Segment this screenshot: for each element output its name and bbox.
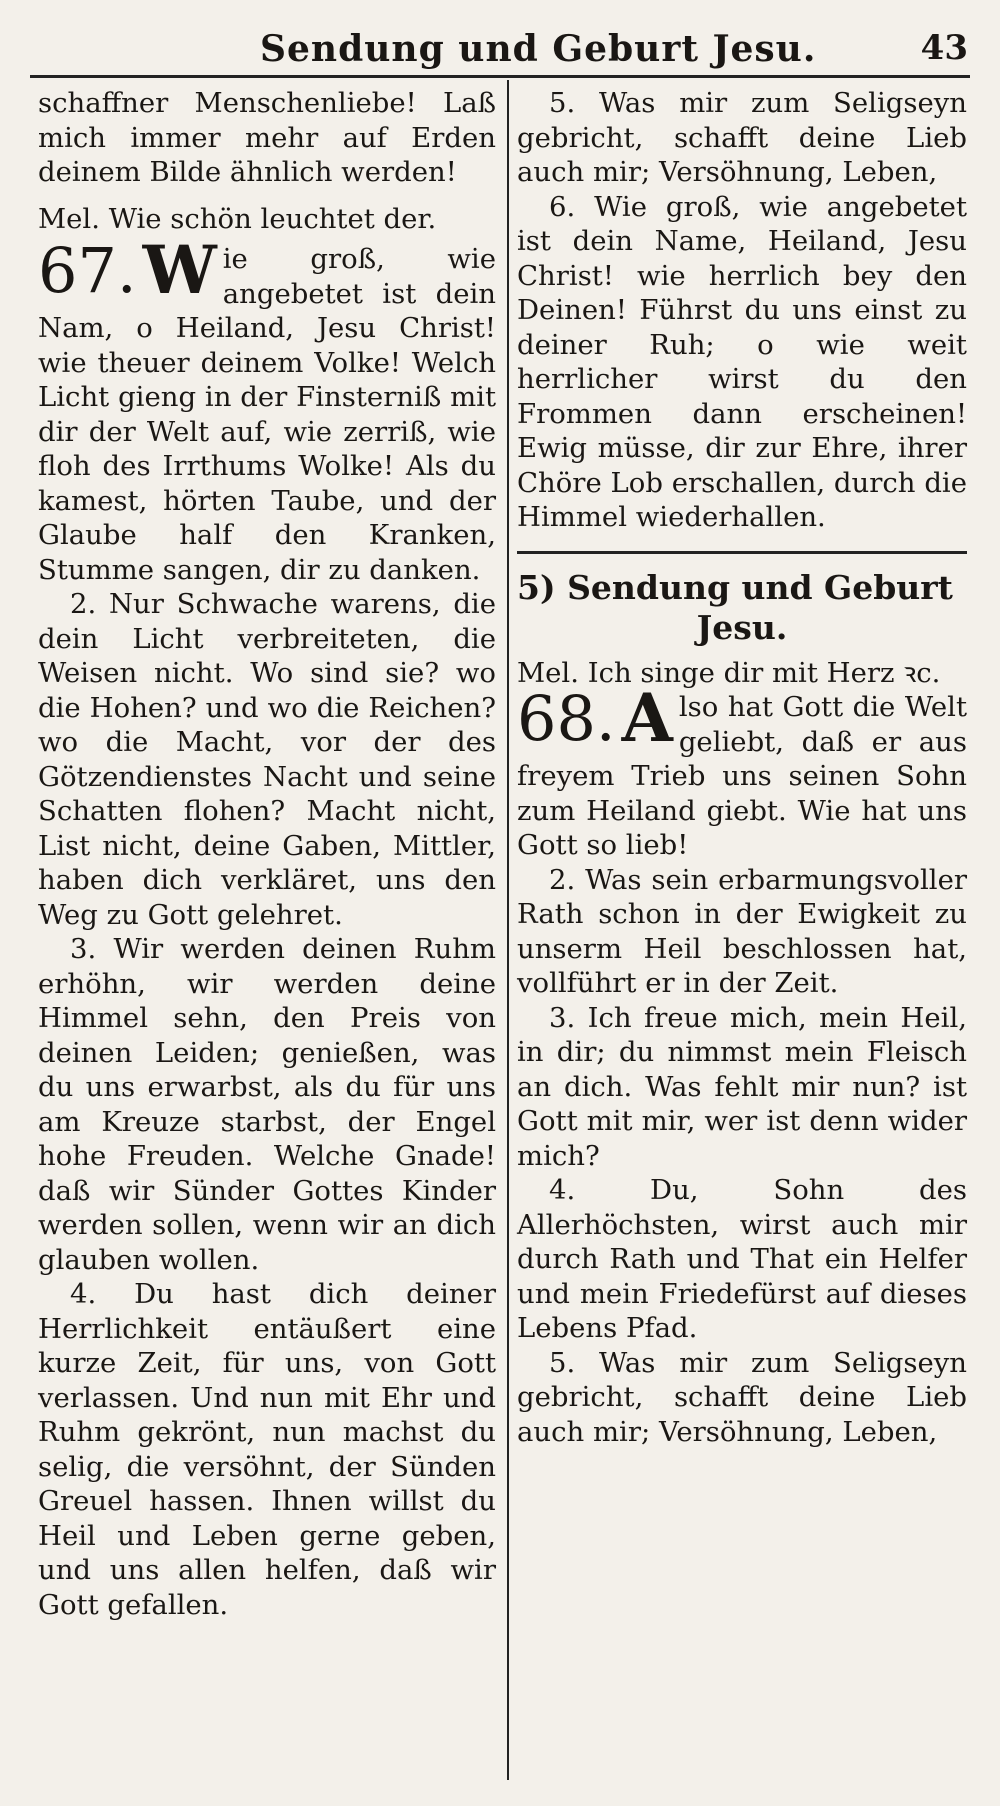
hymn-67-verse-2: 2. Nur Schwache warens, die dein Licht verbreiteten, die Weisen nicht. Wo sind sie? wo die Hohen? und wo die Reichen? wo die Macht, vor der des Götzendienstes Nacht und seine Schatten flohen? Macht nicht, List nicht, deine Gaben, Mittler, haben dich verkläret, uns den Weg zu Gott gelehret. <box>38 588 496 931</box>
dropcap-68: A <box>621 679 673 757</box>
running-title: Sendung und Geburt Jesu. <box>260 28 817 70</box>
hymn-67-verse-1 <box>38 231 496 587</box>
section-title-line-1: 5) Sendung und Geburt <box>517 567 953 607</box>
hymn-68-verse-3: 3. Ich freue mich, mein Heil, in dir; du nimmst mein Fleisch an dich. Was fehlt mir nun? ist Gott mit mir, wer ist denn wider mich? <box>517 1001 967 1172</box>
hymn-68-verse-1 <box>517 679 967 863</box>
hymn-68-verse-4: 4. Du, Sohn des Allerhöchsten, wirst auch mir durch Rath und That ein Helfer und mein Friedefürst auf dieses Lebens Pfad. <box>517 1174 967 1344</box>
column-divider <box>507 80 509 1780</box>
melody-line-67: Mel. Wie schön leuchtet der. <box>38 202 437 235</box>
melody-line-68: Mel. Ich singe dir mit Herz ꝛc. <box>517 656 941 689</box>
hymn-67-verse-3: 3. Wir werden deinen Ruhm erhöhn, wir werden deine Himmel sehn, den Preis von deinen Leiden; genießen, was du uns erwarbst, als du für uns am Kreuze starbst, der Engel hohe Freuden. Welche Gnade! daß wir Sünder Gottes Kinder werden sollen, wenn wir an dich glauben wollen. <box>38 933 496 1276</box>
dropcap-67: W <box>142 231 217 309</box>
section-title <box>517 568 967 648</box>
right-column <box>517 86 967 1449</box>
section-title-line-2: Jesu. <box>696 607 788 647</box>
left-column <box>38 86 496 1622</box>
hymn-68-verse-5: 5. Was mir zum Seligseyn gebricht, schafft deine Lieb auch mir; Versöhnung, Leben, <box>517 1346 967 1448</box>
hymn-68-verse-2: 2. Was sein erbarmungsvoller Rath schon in der Ewigkeit zu unserm Heil beschlossen hat, vollführt er in der Zeit. <box>517 863 967 999</box>
hymn-67-verse-6: 6. Wie groß, wie angebetet ist dein Name, Heiland, Jesu Christ! wie herrlich bey den Deinen! Führst du uns einst zu deiner Ruh; o wie weit herrlicher wirst du den Frommen dann erscheinen! Ewig müsse, dir zur Ehre, ihrer Chöre Lob erschallen, durch die Himmel wiederhallen. <box>517 190 967 533</box>
page-number: 43 <box>920 28 968 68</box>
hymn-67-verse-1-text: ie groß, wie angebetet ist dein Nam, o Heiland, Jesu Christ! wie theuer deinem Volke! Welch Licht gieng in der Finsterniß mit dir der Welt auf, wie zerriß, wie floh des Irrthums Wolke! Als du kamest, hörten Taube, und der Glaube half den Kranken, Stumme sangen, dir zu danken. <box>38 243 496 586</box>
section-rule <box>517 551 967 554</box>
left-continuation-text: schaffner Menschenliebe! Laß mich immer mehr auf Erden deinem Bilde ähnlich werden! <box>38 87 496 188</box>
hymn-68-verse-1-text: lso hat Gott die Welt geliebt, daß er aus freyem Trieb uns seinen Sohn zum Heiland giebt. Wie hat uns Gott so lieb! <box>517 691 967 861</box>
hymn-number-68: 68. <box>517 682 616 755</box>
hymn-number-67: 67. <box>38 234 137 307</box>
header-rule <box>30 75 970 78</box>
hymn-67-verse-4: 4. Du hast dich deiner Herrlichkeit entäußert eine kurze Zeit, für uns, von Gott verlassen. Und nun mit Ehr und Ruhm gekrönt, nun machst du selig, die versöhnt, der Sünden Greuel hassen. Ihnen willst du Heil und Leben gerne geben, und uns allen helfen, daß wir Gott gefallen. <box>38 1278 496 1621</box>
page-header <box>30 24 970 80</box>
hymn-67-verse-5: 5. Was mir zum Seligseyn gebricht, schafft deine Lieb auch mir; Versöhnung, Leben, <box>517 87 967 188</box>
